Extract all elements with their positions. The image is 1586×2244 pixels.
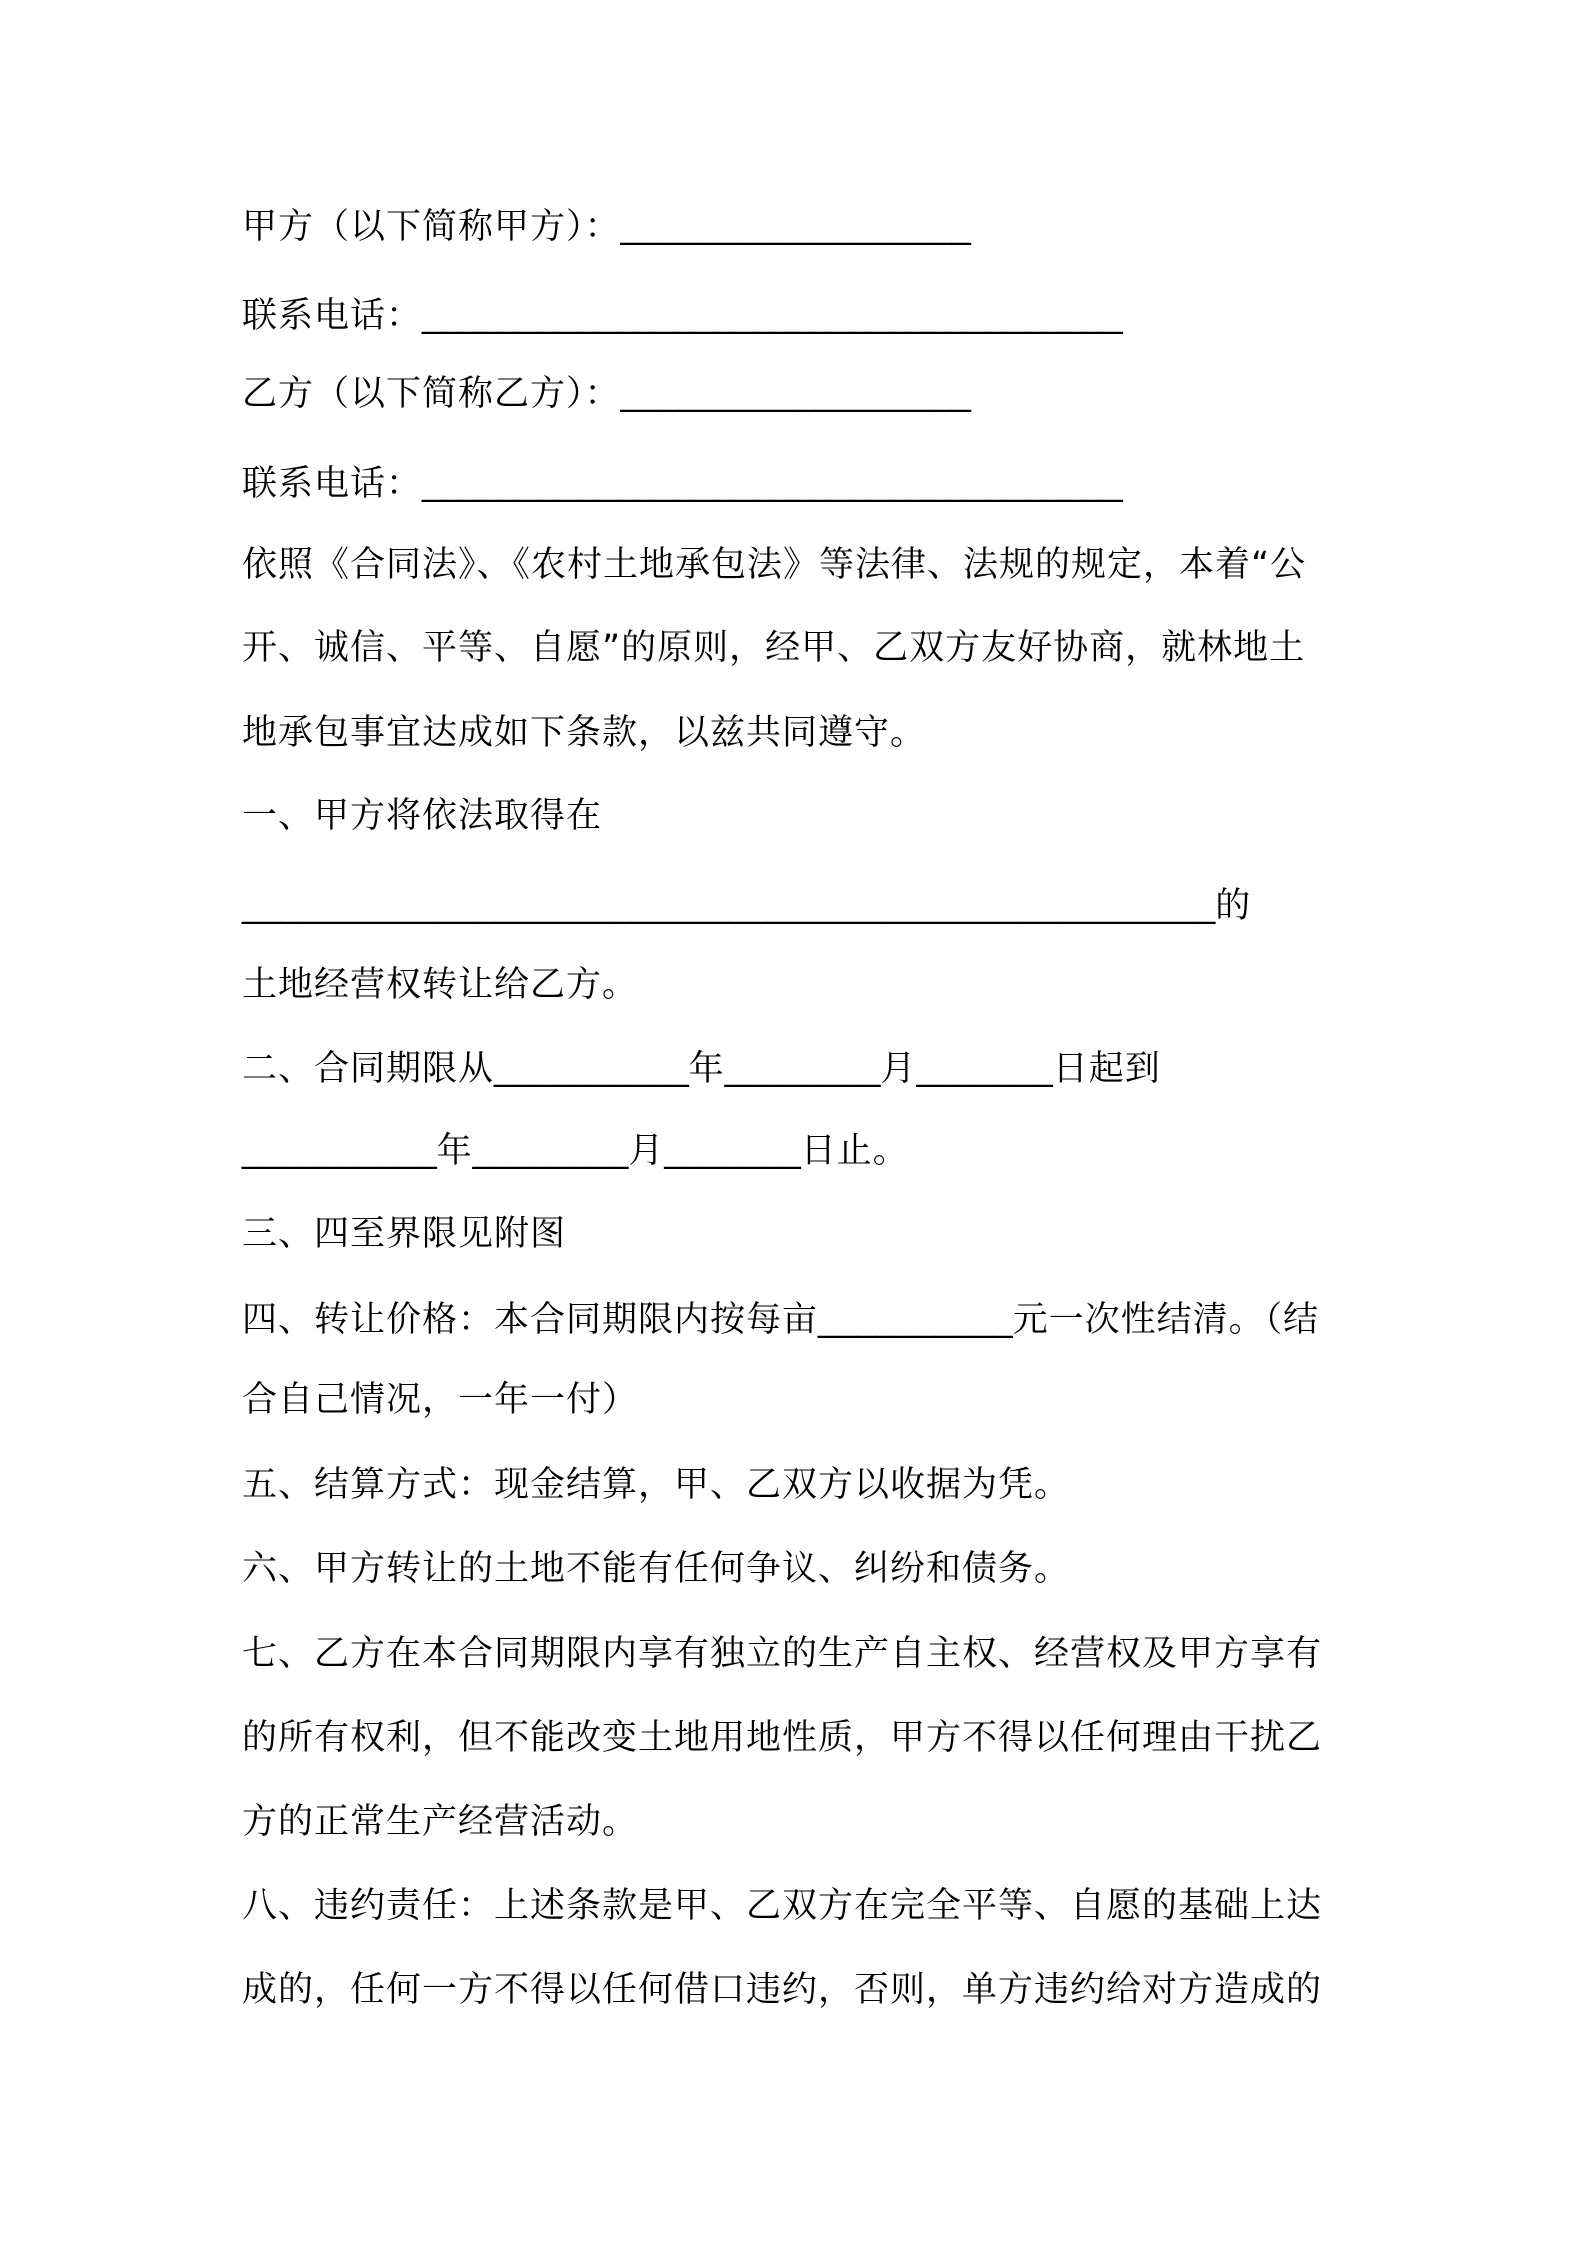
start-year-blank[interactable]: __________ xyxy=(494,1049,689,1088)
clause-7-line-1: 七、乙方在本合同期限内享有独立的生产自主权、经营权及甲方享有 xyxy=(242,1634,1323,1674)
clause-7-line-3: 方的正常生产经营活动。 xyxy=(242,1802,639,1842)
clause-1-line-2 xyxy=(242,884,1251,928)
day-end-label: 日止。 xyxy=(800,1131,909,1171)
preamble-line-1: 依照《合同法》、《农村土地承包法》等法律、法规的规定，本着“公 xyxy=(242,545,1307,585)
party-a-phone-blank[interactable]: ____________________________________ xyxy=(422,296,1123,335)
clause-1-line-1: 一、甲方将依法取得在 xyxy=(242,796,603,836)
clause-1-location-blank[interactable]: __________________________________________________ xyxy=(242,886,1216,925)
party-b-phone-blank[interactable]: ____________________________________ xyxy=(422,464,1123,503)
party-a-blank[interactable]: __________________ xyxy=(620,207,971,246)
month-label: 月 xyxy=(880,1049,917,1089)
clause-8-line-1: 八、违约责任：上述条款是甲、乙双方在完全平等、自愿的基础上达 xyxy=(242,1886,1323,1926)
end-year-blank[interactable]: __________ xyxy=(242,1131,437,1170)
party-a-line xyxy=(242,205,971,249)
clause-3: 三、四至界限见附图 xyxy=(242,1214,567,1254)
party-b-line xyxy=(242,372,971,416)
clause-8-line-2: 成的，任何一方不得以任何借口违约，否则，单方违约给对方造成的 xyxy=(242,1970,1323,2010)
party-b-phone-label: 联系电话： xyxy=(242,464,423,504)
clause-6: 六、甲方转让的土地不能有任何争议、纠纷和债务。 xyxy=(242,1549,1071,1589)
price-per-mu-blank[interactable]: __________ xyxy=(818,1300,1013,1339)
day-start-label: 日起到 xyxy=(1052,1049,1161,1089)
year-label-2: 年 xyxy=(436,1131,473,1171)
party-b-phone-line xyxy=(242,462,1123,506)
party-a-phone-line xyxy=(242,294,1123,338)
end-month-blank[interactable]: ________ xyxy=(472,1131,629,1170)
clause-1-suffix: 的 xyxy=(1215,886,1252,926)
preamble-line-3: 地承包事宜达成如下条款，以兹共同遵守。 xyxy=(242,713,927,753)
clause-4-line-1 xyxy=(242,1298,1319,1342)
clause-4-suffix: 元一次性结清。（结 xyxy=(1012,1300,1320,1340)
month-label-2: 月 xyxy=(628,1131,665,1171)
clause-4-prefix: 四、转让价格：本合同期限内按每亩 xyxy=(242,1300,819,1340)
clause-2-line-2 xyxy=(242,1129,909,1173)
party-b-blank[interactable]: __________________ xyxy=(620,374,971,413)
clause-5: 五、结算方式：现金结算，甲、乙双方以收据为凭。 xyxy=(242,1465,1071,1505)
year-label: 年 xyxy=(688,1049,725,1089)
end-day-blank[interactable]: _______ xyxy=(664,1131,801,1170)
clause-2-line-1 xyxy=(242,1047,1161,1091)
clause-1-line-3: 土地经营权转让给乙方。 xyxy=(242,965,639,1005)
party-a-label: 甲方（以下简称甲方）： xyxy=(242,207,621,247)
clause-2-prefix: 二、合同期限从 xyxy=(242,1049,495,1089)
preamble-line-2: 开、诚信、平等、自愿”的原则，经甲、乙双方友好协商，就林地土 xyxy=(242,628,1306,668)
party-b-label: 乙方（以下简称乙方）： xyxy=(242,374,621,414)
party-a-phone-label: 联系电话： xyxy=(242,296,423,336)
start-month-blank[interactable]: ________ xyxy=(724,1049,881,1088)
start-day-blank[interactable]: _______ xyxy=(916,1049,1053,1088)
clause-4-line-2: 合自己情况，一年一付） xyxy=(242,1380,639,1420)
clause-7-line-2: 的所有权利，但不能改变土地用地性质，甲方不得以任何理由干扰乙 xyxy=(242,1718,1323,1758)
